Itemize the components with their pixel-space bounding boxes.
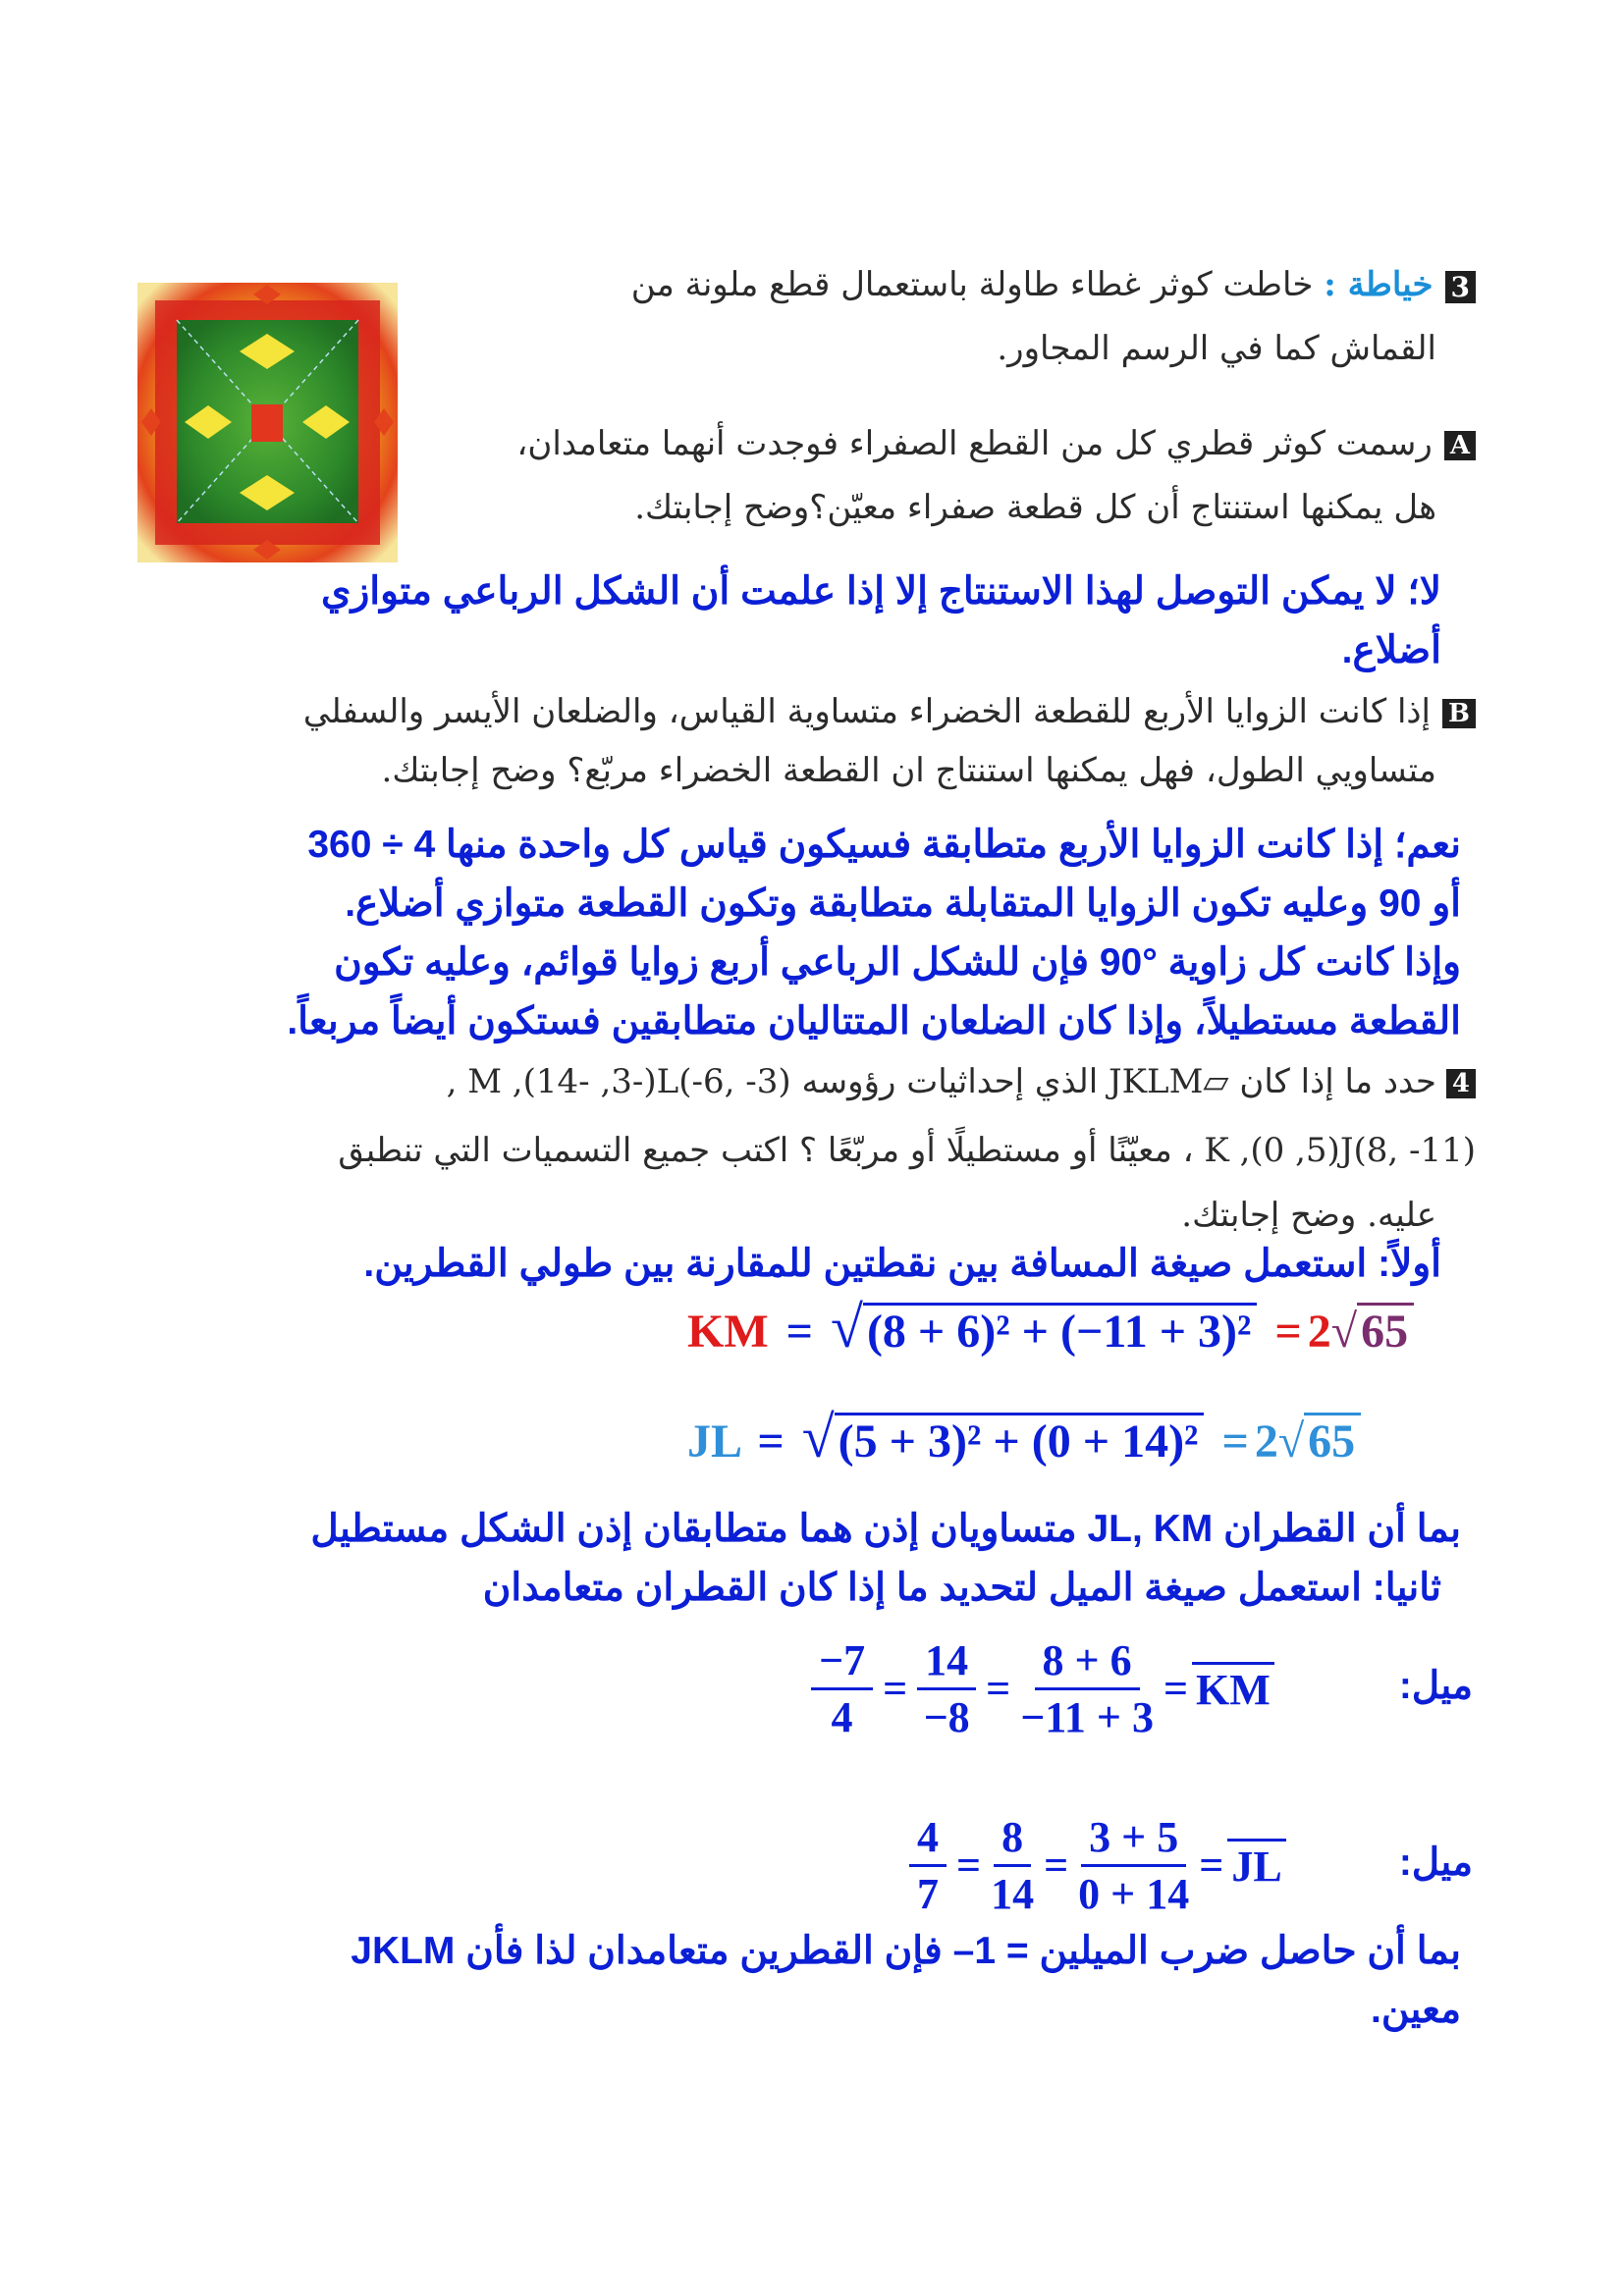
jl-rhs-sqrt-sign: √ — [1277, 1415, 1305, 1468]
km-frac2-den: −8 — [923, 1692, 970, 1741]
q3-partB-line2: متساويي الطول، فهل يمكنها استنتاج ان القطعة الخضراء مربّع؟ وضح إجابتك. — [381, 751, 1436, 790]
km-slope-label: ميل: — [1398, 1665, 1473, 1707]
jl-slope-label: ميل: — [1398, 1842, 1473, 1884]
q4-conclusion2-line1: بما أن حاصل ضرب الميلين = 1– فإن القطرين متعامدان لذا فأن JKLM — [351, 1930, 1461, 1972]
km-radicand: (8 + 6)² + (−11 + 3)² — [863, 1303, 1257, 1358]
jl-formula — [687, 1404, 1453, 1492]
q4-line3: عليه. وضح إجابتك. — [1181, 1196, 1436, 1235]
partA-label: A — [1444, 431, 1476, 460]
q3-partA-line2: هل يمكنها استنتاج أن كل قطعة صفراء معيّن؟وضح إجابتك. — [634, 488, 1436, 527]
km-rhs-sqrt-sign: √ — [1330, 1306, 1358, 1358]
jl-frac3-num: 4 — [909, 1812, 947, 1867]
q3-title: خياطة : — [1324, 265, 1434, 304]
partB-text-line1: إذا كانت الزوايا الأربع للقطعة الخضراء متساوية القياس، والضلعان الأيسر والسفلي — [302, 692, 1432, 731]
jl-slope-frac3 — [909, 1812, 947, 1919]
jl-frac2-den: 14 — [991, 1869, 1035, 1918]
tablecloth-image — [137, 283, 398, 562]
km-frac3-den: 4 — [831, 1692, 853, 1741]
jl-slope-frac1 — [1078, 1812, 1189, 1919]
jl-frac3-den: 7 — [917, 1869, 939, 1918]
slope-km-row: $\frac{-7}{4}$ = $\frac{14}{-8}$ = $\frac{8 + 6}{-11 + 3}$ = KM ميل: — [805, 1625, 1473, 1752]
km-rhs-rad: 65 — [1357, 1303, 1414, 1358]
jl-sqrt-sign: √ — [801, 1405, 835, 1469]
q4-conclusion2-line2: معين. — [1371, 1989, 1461, 2031]
km-formula — [687, 1294, 1453, 1392]
q3-partB-line1 — [150, 692, 1476, 731]
partB-label: B — [1442, 699, 1476, 728]
partA-text-line1: رسمت كوثر قطري كل من القطع الصفراء فوجدت أنهما متعامدان، — [516, 424, 1433, 463]
answerB-line3: وإذا كانت كل زاوية °90 فإن للشكل الرباعي أربع زوايا قوائم، وعليه تكون — [334, 941, 1461, 984]
km-frac1-num: 8 + 6 — [1035, 1635, 1140, 1690]
q4-step1: أولاً: استعمل صيغة المسافة بين نقطتين للمقارنة بين طولي القطرين. — [363, 1243, 1441, 1285]
jl-eq: = — [757, 1415, 784, 1468]
jl-rhs-coef: 2 — [1254, 1415, 1278, 1468]
km-rhs-eq: = — [1274, 1306, 1302, 1358]
km-slope-seg: KM — [1192, 1662, 1274, 1715]
q4-line2: (11- ,8)K ,(0 ,5)J ، معيّنًا أو مستطيلًا أو مربّعًا ؟ اكتب جميع التسميات التي تنطبق — [338, 1131, 1476, 1170]
slope-jl-row: $\frac{4}{7}$ = $\frac{8}{14}$ = $\frac{3 + 5}{0 + 14}$ = JL ميل: — [903, 1801, 1473, 1929]
q4-text-line1: حدد ما إذا كان ▱JKLM الذي إحداثيات رؤوسه (3- ,6-)M ,(14- ,3-)L , — [446, 1062, 1436, 1101]
jl-lhs: JL — [687, 1415, 740, 1468]
q3-number: 3 — [1445, 271, 1476, 303]
km-lhs: KM — [687, 1306, 769, 1358]
jl-frac1-den: 0 + 14 — [1078, 1869, 1190, 1918]
q4-number: 4 — [1446, 1069, 1476, 1098]
km-slope-frac3 — [811, 1635, 873, 1742]
q4-step2: ثانيا: استعمل صيغة الميل لتحديد ما إذا كان القطران متعامدان — [482, 1567, 1441, 1609]
jl-frac1-num: 3 + 5 — [1081, 1812, 1186, 1867]
km-slope-frac2 — [917, 1635, 976, 1742]
jl-rhs-rad: 65 — [1304, 1413, 1361, 1468]
q4-conclusion1: بما أن القطران JL, KM متساويان إذن هما متطابقان إذن الشكل مستطيل — [310, 1508, 1461, 1550]
km-eq: = — [785, 1306, 813, 1358]
jl-slope-frac2 — [991, 1812, 1034, 1919]
jl-rhs-eq: = — [1221, 1415, 1249, 1468]
answerA-line2: أضلاع. — [1341, 629, 1441, 671]
km-slope-frac1 — [1020, 1635, 1154, 1742]
answerB-line2: أو 90 وعليه تكون الزوايا المتقابلة متطابقة وتكون القطعة متوازي أضلاع. — [345, 882, 1461, 925]
q3-header-line1 — [494, 265, 1476, 304]
q4-line1 — [101, 1062, 1476, 1101]
q3-intro-line2: القماش كما في الرسم المجاور. — [997, 329, 1436, 368]
answerB-line4: القطعة مستطيلاً، وإذا كان الضلعان المتتاليان متطابقين فستكون أيضاً مربعاً. — [287, 1000, 1461, 1042]
jl-slope-seg: JL — [1227, 1839, 1285, 1892]
km-frac3-num: −7 — [811, 1635, 873, 1690]
q3-partA-line1 — [445, 424, 1476, 463]
answerB-line1: نعم؛ إذا كانت الزوايا الأربع متطابقة فسيكون قياس كل واحدة منها 4 ÷ 360 — [307, 824, 1461, 866]
km-frac2-num: 14 — [917, 1635, 976, 1690]
answerA-line1: لا؛ لا يمكن التوصل لهذا الاستنتاج إلا إذا علمت أن الشكل الرباعي متوازي — [320, 570, 1441, 613]
jl-radicand: (5 + 3)² + (0 + 14)² — [835, 1413, 1205, 1468]
q3-intro-line1: خاطت كوثر غطاء طاولة باستعمال قطع ملونة من — [630, 265, 1314, 304]
km-sqrt-sign: √ — [831, 1295, 863, 1360]
jl-frac2-num: 8 — [994, 1812, 1031, 1867]
km-frac1-den: −11 + 3 — [1020, 1692, 1154, 1741]
km-rhs-coef: 2 — [1307, 1306, 1331, 1358]
